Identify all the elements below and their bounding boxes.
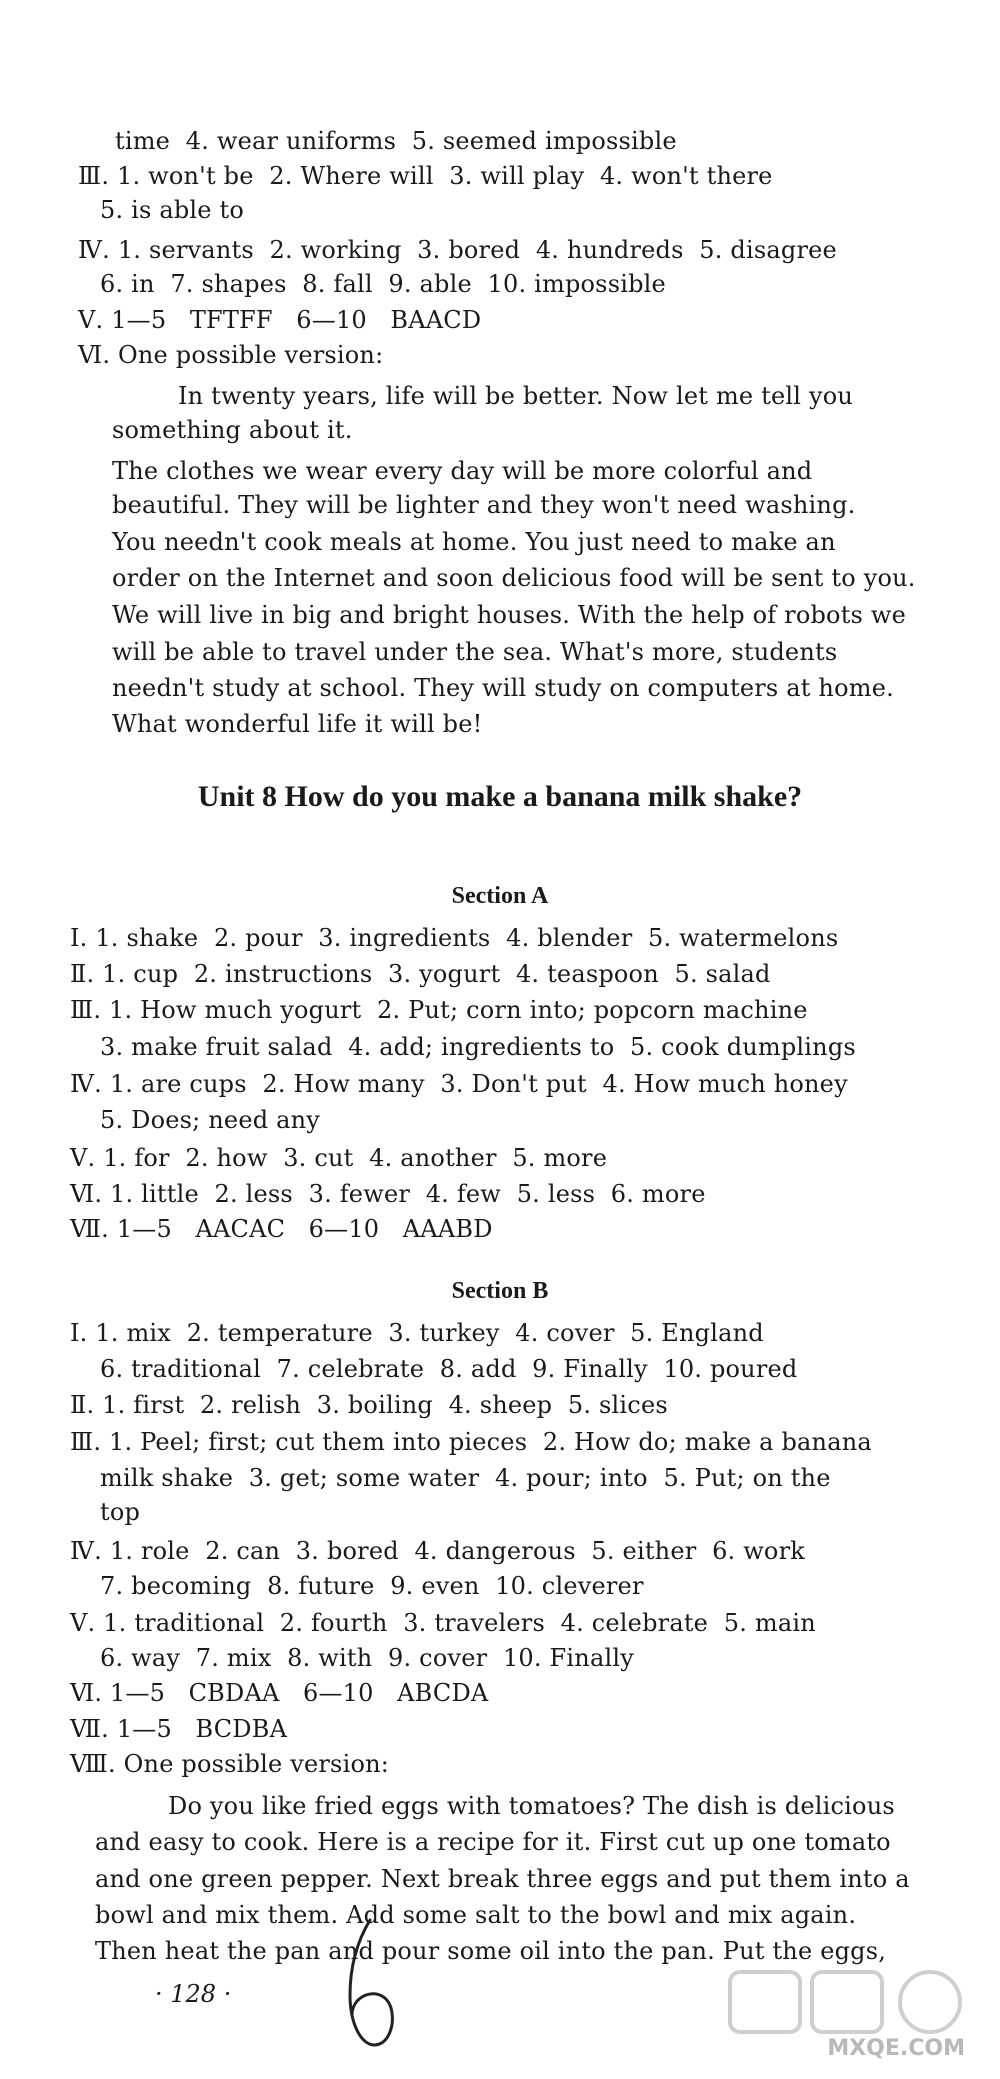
text-line: 7. becoming 8. future 9. even 10. cleverer <box>100 1572 644 1600</box>
text-line: Ⅲ. 1. won't be 2. Where will 3. will play 4. won't there <box>78 162 773 190</box>
text-line: Ⅷ. One possible version: <box>70 1750 390 1778</box>
watermark-text: MXQE.COM <box>827 2036 965 2061</box>
text-line: Ⅴ. 1. for 2. how 3. cut 4. another 5. more <box>70 1144 608 1172</box>
text-line: Ⅳ. 1. are cups 2. How many 3. Don't put 4. How much honey <box>70 1070 848 1098</box>
section-a-heading: Section A <box>451 883 549 909</box>
text-line: Ⅳ. 1. role 2. can 3. bored 4. dangerous 5. either 6. work <box>70 1537 806 1565</box>
text-line: Ⅲ. 1. Peel; first; cut them into pieces 2. How do; make a banana <box>70 1428 872 1456</box>
text-line: beautiful. They will be lighter and they won't need washing. <box>112 491 856 519</box>
text-line: will be able to travel under the sea. What's more, students <box>112 638 838 666</box>
text-line: and one green pepper. Next break three eggs and put them into a <box>95 1865 910 1893</box>
text-line: Ⅴ. 1—5 TFTFF 6—10 BAACD <box>78 306 482 334</box>
text-line: 6. traditional 7. celebrate 8. add 9. Finally 10. poured <box>100 1355 798 1383</box>
text-line: time 4. wear uniforms 5. seemed impossible <box>115 127 677 155</box>
text-line: Ⅶ. 1—5 AACAC 6—10 AAABD <box>70 1215 493 1243</box>
handwritten-six-icon <box>340 1915 400 2055</box>
text-line: and easy to cook. Here is a recipe for it. First cut up one tomato <box>95 1828 891 1856</box>
text-line: Ⅶ. 1—5 BCDBA <box>70 1715 288 1743</box>
text-line: something about it. <box>112 416 353 444</box>
text-line: 5. is able to <box>100 196 245 224</box>
text-line: 5. Does; need any <box>100 1106 321 1134</box>
text-line: Then heat the pan and pour some oil into the pan. Put the eggs, <box>95 1937 887 1965</box>
text-line: Ⅰ. 1. shake 2. pour 3. ingredients 4. blender 5. watermelons <box>70 924 839 952</box>
text-line: Ⅵ. 1—5 CBDAA 6—10 ABCDA <box>70 1679 489 1707</box>
text-line: The clothes we wear every day will be more colorful and <box>112 457 813 485</box>
unit-title: Unit 8 How do you make a banana milk shake? <box>197 780 803 813</box>
text-line: What wonderful life it will be! <box>112 710 483 738</box>
text-line: In twenty years, life will be better. Now let me tell you <box>178 382 854 410</box>
text-line: milk shake 3. get; some water 4. pour; into 5. Put; on the <box>100 1464 831 1492</box>
text-line: Ⅵ. 1. little 2. less 3. fewer 4. few 5. less 6. more <box>70 1180 706 1208</box>
page-number: · 128 · <box>155 1980 232 2008</box>
text-line: 6. way 7. mix 8. with 9. cover 10. Finally <box>100 1644 634 1672</box>
text-line: Ⅱ. 1. cup 2. instructions 3. yogurt 4. teaspoon 5. salad <box>70 960 771 988</box>
section-b-heading: Section B <box>451 1278 549 1304</box>
text-line: You needn't cook meals at home. You just need to make an <box>112 528 836 556</box>
text-line: We will live in big and bright houses. With the help of robots we <box>112 601 907 629</box>
text-line: needn't study at school. They will study on computers at home. <box>112 674 894 702</box>
text-line: top <box>100 1498 141 1526</box>
text-line: 6. in 7. shapes 8. fall 9. able 10. impossible <box>100 270 666 298</box>
text-line: Do you like fried eggs with tomatoes? The dish is delicious <box>168 1792 895 1820</box>
text-line: bowl and mix them. Add some salt to the bowl and mix again. <box>95 1901 857 1929</box>
text-line: Ⅱ. 1. first 2. relish 3. boiling 4. sheep 5. slices <box>70 1391 668 1419</box>
text-line: Ⅳ. 1. servants 2. working 3. bored 4. hundreds 5. disagree <box>78 236 837 264</box>
text-line: Ⅲ. 1. How much yogurt 2. Put; corn into; popcorn machine <box>70 996 808 1024</box>
text-line: Ⅴ. 1. traditional 2. fourth 3. travelers 4. celebrate 5. main <box>70 1609 816 1637</box>
text-line: Ⅵ. One possible version: <box>78 341 384 369</box>
text-line: 3. make fruit salad 4. add; ingredients to 5. cook dumplings <box>100 1033 856 1061</box>
text-line: Ⅰ. 1. mix 2. temperature 3. turkey 4. cover 5. England <box>70 1319 764 1347</box>
text-line: order on the Internet and soon delicious food will be sent to you. <box>112 564 916 592</box>
